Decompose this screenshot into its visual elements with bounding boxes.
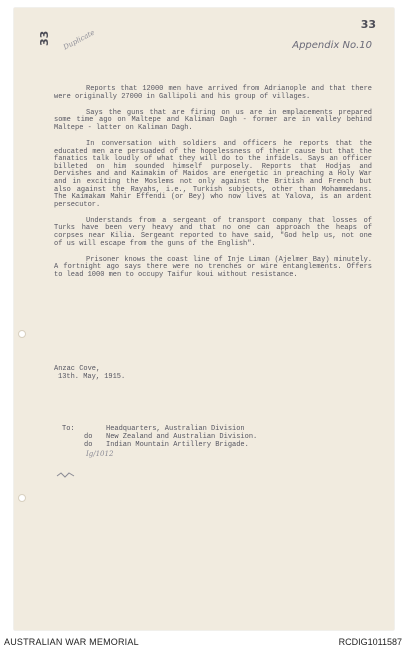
catalogue-id: RCDIG1011587 xyxy=(338,637,402,647)
document-sheet xyxy=(14,8,394,630)
report-paragraph: Says the guns that are firing on us are in emplacements prepared some time ago on Maltepe and Kaliman Dagh - former are in valley behind Maltepe - latter on Kaliman Dagh. xyxy=(54,108,372,132)
report-paragraph: Understands from a sergeant of transport company that losses of Turks have been very heavy and that no one can approach the heaps of corpses near Kilia. Sergeant reported to have said, "God help us, not one of us will escape from the guns of the English". xyxy=(54,216,372,248)
folio-number-stamp: 33 xyxy=(38,30,51,46)
handwritten-reference: Ig/1012 xyxy=(86,450,114,458)
page-number-stamp: 33 xyxy=(360,18,376,31)
punch-hole xyxy=(18,494,26,502)
handwritten-annotation: Duplicate xyxy=(62,28,97,52)
report-paragraph: In conversation with soldiers and officers he reports that the educated men are persuaded of the hopelessness of their cause but that the fanatics talk loudly of what they will do to the infidels. Says an officer billeted on him sounded himself purposely. Reports that Hodjas and Dervishes and and Kaimakim of Maidos are energetic in preaching a Holy War and in exciting the Moslems not only against the British and French but also against the Rayahs, i.e., Turkish subjects, other than Mohammedans. The Kaimakam Mahir Effendi (or Bey) who now lives at Yalova, is an ardent persecutor. xyxy=(54,139,372,209)
distribution-prefix: do xyxy=(84,441,93,449)
appendix-label: Appendix No.10 xyxy=(292,40,372,51)
distribution-row xyxy=(62,441,257,449)
distribution-prefix: To: xyxy=(62,425,75,433)
distribution-row xyxy=(62,433,257,441)
place-line: Anzac Cove, xyxy=(54,365,101,373)
pen-tick-mark xyxy=(56,471,76,479)
institution-credit: AUSTRALIAN WAR MEMORIAL xyxy=(4,637,139,647)
distribution-recipient: Indian Mountain Artillery Brigade. xyxy=(106,441,249,449)
report-paragraph: Prisoner knows the coast line of Inje Liman (Ajelmer Bay) minutely. A fortnight ago says there were no trenches or wire entanglements. Offers to lead 1000 men to occupy Taifur koui without resistance. xyxy=(54,255,372,279)
punch-hole xyxy=(18,330,26,338)
distribution-recipient: Headquarters, Australian Division xyxy=(106,425,245,433)
distribution-row xyxy=(62,425,257,433)
report-body xyxy=(54,86,372,288)
date-line: 13th. May, 1915. xyxy=(58,373,126,381)
viewer-footer xyxy=(0,637,406,651)
place-and-date xyxy=(54,365,125,381)
distribution-prefix: do xyxy=(84,433,93,441)
distribution-list xyxy=(62,425,257,449)
distribution-recipient: New Zealand and Australian Division. xyxy=(106,433,258,441)
report-paragraph: Reports that 12000 men have arrived from Adrianople and that there were originally 27000 in Gallipoli and his group of villages. xyxy=(54,85,372,101)
